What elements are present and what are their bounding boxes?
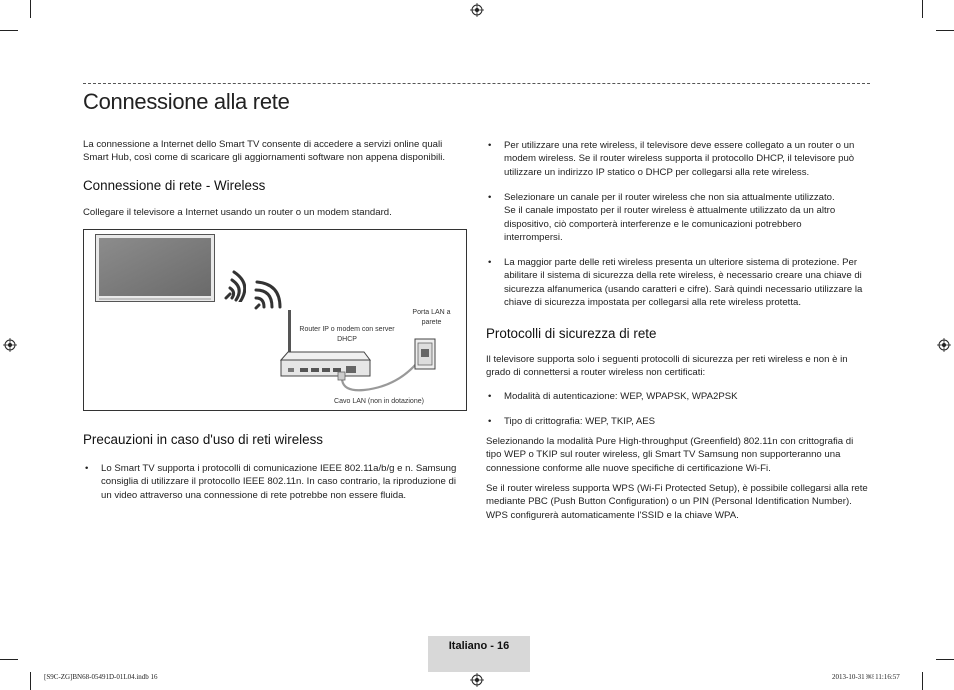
registration-mark-icon: [470, 673, 484, 687]
router-label: Router IP o modem con server DHCP: [299, 326, 395, 343]
timestamp: 2013-10-31 ￼ 11:16:57: [832, 673, 900, 681]
list-item: • Modalità di autenticazione: WEP, WPAPSK, WPA2PSK: [488, 391, 738, 402]
wireless-text: Collegare il televisore a Internet usando un router o un modem standard.: [83, 207, 392, 218]
list-item: • La maggior parte delle reti wireless presenta un ulteriore sistema di protezione. Per abilitare il sistema di sicurezza della rete wireless, è necessario creare una chiave di sicurezza alfanumerica (usando caratteri e cifre). Sarà quindi necessario utilizzare la chiave di sicurezza impostata per collegarsi alla rete wireless protetta.: [488, 257, 863, 309]
tv-icon: [95, 234, 215, 302]
list-item: • Tipo di crittografia: WEP, TKIP, AES: [488, 416, 656, 427]
page-number-tab: [428, 636, 530, 672]
list-item: • Per utilizzare una rete wireless, il televisore deve essere collegato a un router o un modem wireless. Se il router wireless supporta il protocollo DHCP, il televisore può utilizzare un indirizzo IP statico o DHCP per collegarsi alla rete wireless.: [488, 140, 855, 178]
crop-mark: [936, 30, 954, 31]
security-heading: Protocolli di sicurezza di rete: [486, 326, 657, 341]
intro-paragraph: La connessione a Internet dello Smart TV consente di accedere a servizi online quali Smart Hub, così come di scaricare gli aggiornamenti software non appena disponibili.: [83, 139, 446, 164]
crop-mark: [936, 659, 954, 660]
crop-mark: [922, 672, 923, 690]
security-paragraph: Se il router wireless supporta WPS (Wi-Fi Protected Setup), è possibile collegarsi alla rete mediante PBC (Push Button Configuration) o un PIN (Personal Identification Number). WPS configurerà automaticamente l'SSID e la chiave WPA.: [486, 483, 868, 521]
crop-mark: [922, 0, 923, 18]
cable-label: Cavo LAN (non in dotazione): [334, 398, 424, 405]
wall-lan-port-icon: [414, 338, 436, 370]
page-title: Connessione alla rete: [83, 89, 290, 114]
precautions-heading: Precauzioni in caso d'uso di reti wireless: [83, 432, 323, 447]
security-paragraph: Selezionando la modalità Pure High-throughput (Greenfield) 802.11n con crittografia di tipo WEP o TKIP sul router wireless, gli Smart TV Samsung non supporteranno una connessione conforme alle nuove specifiche di certificazione Wi-Fi.: [486, 436, 854, 474]
crop-mark: [30, 0, 31, 18]
page-number: Italiano - 16: [448, 640, 510, 652]
registration-mark-icon: [3, 338, 17, 352]
file-info: [S9C-ZG]BN68-05491D-01L04.indb 16: [44, 673, 158, 681]
wifi-waves-icon: [222, 268, 246, 302]
wireless-heading: Connessione di rete - Wireless: [83, 178, 266, 193]
crop-mark: [0, 30, 18, 31]
list-item: • Lo Smart TV supporta i protocolli di comunicazione IEEE 802.11a/b/g e n. Samsung consiglia di utilizzare il protocollo IEEE 802.11n. In caso contrario, la riproduzione di un video attraverso una connessione di rete potrebbe non essere fluida.: [85, 463, 457, 501]
network-diagram: [83, 229, 467, 411]
crop-mark: [30, 672, 31, 690]
wall-port-label: Porta LAN a parete: [412, 309, 451, 326]
registration-mark-icon: [470, 3, 484, 17]
registration-mark-icon: [937, 338, 951, 352]
wifi-waves-icon: [252, 280, 282, 310]
crop-mark: [0, 659, 18, 660]
security-intro: Il televisore supporta solo i seguenti protocolli di sicurezza per reti wireless e non è in grado di connettersi a router wireless non certificati:: [486, 354, 848, 379]
list-item: • Selezionare un canale per il router wireless che non sia attualmente utilizzato. Se il canale impostato per il router wireless è attualmente utilizzato da un altro dispositivo, ciò comporterà interferenze e le comunicazioni potrebbero interrompersi.: [488, 192, 836, 244]
section-divider: [83, 83, 870, 84]
